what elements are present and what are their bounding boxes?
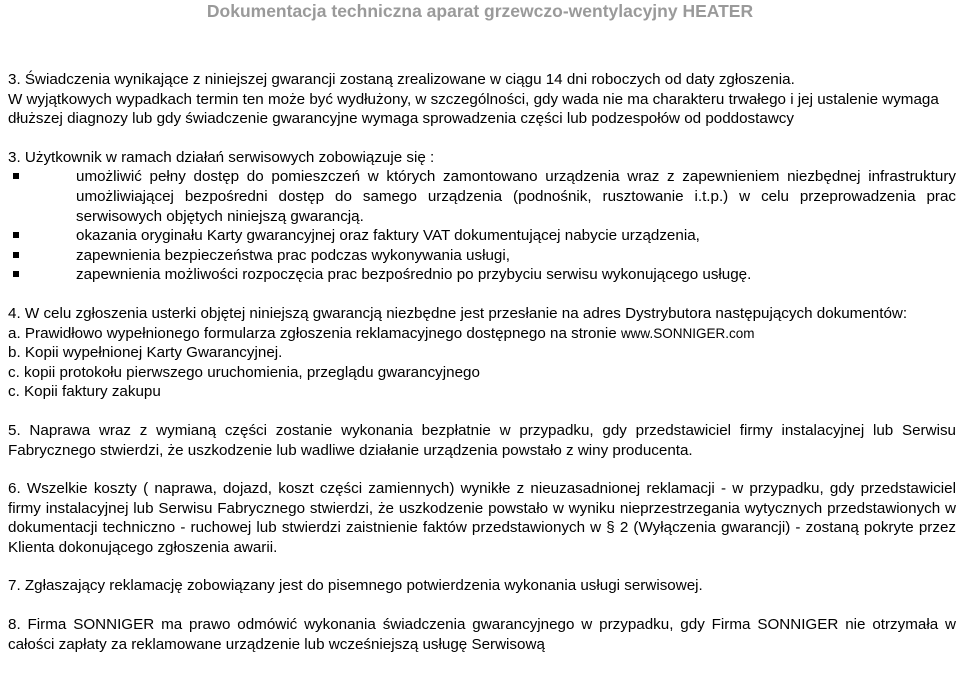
bullet-square-icon — [13, 232, 19, 238]
section-6: 6. Wszelkie koszty ( naprawa, dojazd, koszt części zamiennych) wynikłe z nieuzasadnionej reklamacji - w przypadku, gdy przedstawiciel firmy instalacyjnej lub Serwisu Fabrycznego stwierdzi, że uszkodzenie powstało w wyniku nieprzestrzegania wytycznych przedstawionych w dokumentacji techniczno - ruchowej lub stwierdzi zaistnienie faktów przedstawionych w § 2 (Wyłączenia gwarancji) - zostaną pokryte przez Klienta dokonującego zgłoszenia awarii. — [8, 480, 956, 556]
list-item: c. Kopii faktury zakupu — [8, 383, 161, 401]
website-link[interactable]: www.SONNIGER.com — [620, 325, 755, 341]
list-item: a. Prawidłowo wypełnionego formularza zgłoszenia reklamacyjnego dostępnego na stronie www.SONNIGER.com — [8, 324, 755, 342]
list-item: c. kopii protokołu pierwszego uruchomienia, przeglądu gwarancyjnego — [8, 363, 480, 381]
section-8: 8. Firma SONNIGER ma prawo odmówić wykonania świadczenia gwarancyjnego w przypadku, gdy Firma SONNIGER nie otrzymała w całości zapłaty za reklamowane urządzenie lub wcześniejszą usługę Serwisową — [8, 616, 956, 653]
bullet-square-icon — [13, 271, 19, 277]
list-item: b. Kopii wypełnionej Karty Gwarancyjnej. — [8, 344, 283, 362]
document-body — [8, 70, 956, 654]
section-4-intro: 4. W celu zgłoszenia usterki objętej niniejszą gwarancją niezbędne jest przesłanie na adres Dystrybutora następujących dokumentów: — [8, 304, 908, 322]
list-item: zapewnienia możliwości rozpoczęcia prac bezpośrednio po przybyciu serwisu wykonującego usługę. — [8, 265, 956, 285]
section-3-user-duties — [8, 148, 956, 285]
section-7: 7. Zgłaszający reklamację zobowiązany jest do pisemnego potwierdzenia wykonania usługi serwisowej. — [8, 577, 703, 595]
section-3-body: W wyjątkowych wypadkach termin ten może być wydłużony, w szczególności, gdy wada nie ma charakteru trwałego i jej ustalenie wymaga dłuższej diagnozy lub gdy świadczenie gwarancyjne wymaga sprowadzenia części lub podzespołów od poddostawcy — [8, 90, 939, 128]
document-header: Dokumentacja techniczna aparat grzewczo-wentylacyjny HEATER — [206, 1, 754, 21]
list-item: zapewnienia bezpieczeństwa prac podczas wykonywania usługi, — [8, 246, 956, 266]
section-3-duties-intro: 3. Użytkownik w ramach działań serwisowych zobowiązuje się : — [8, 148, 435, 166]
section-3-intro: 3. Świadczenia wynikające z niniejszej gwarancji zostaną zrealizowane w ciągu 14 dni roboczych od daty zgłoszenia. — [8, 71, 795, 88]
bullet-square-icon — [13, 173, 19, 179]
list-item: okazania oryginału Karty gwarancyjnej oraz faktury VAT dokumentującej nabycie urządzenia, — [8, 226, 956, 246]
section-3-fulfilment — [8, 70, 956, 129]
list-item: umożliwić pełny dostęp do pomieszczeń w których zamontowano urządzenia wraz z zapewnieniem niezbędnej infrastruktury umożliwiającej bezpośredni dostęp do samego urządzenia (podnośnik, rusztowanie i.t.p.) w celu przeprowadzenia prac serwisowych objętych niniejszą gwarancją. — [8, 167, 956, 226]
section-5: 5. Naprawa wraz z wymianą części zostanie wykonania bezpłatnie w przypadku, gdy przedstawiciel firmy instalacyjnej lub Serwisu Fabrycznego stwierdzi, że uszkodzenie lub wadliwe działanie urządzenia powstało z winy producenta. — [8, 421, 956, 459]
section-4-documents — [8, 304, 956, 402]
bullet-square-icon — [13, 252, 19, 258]
